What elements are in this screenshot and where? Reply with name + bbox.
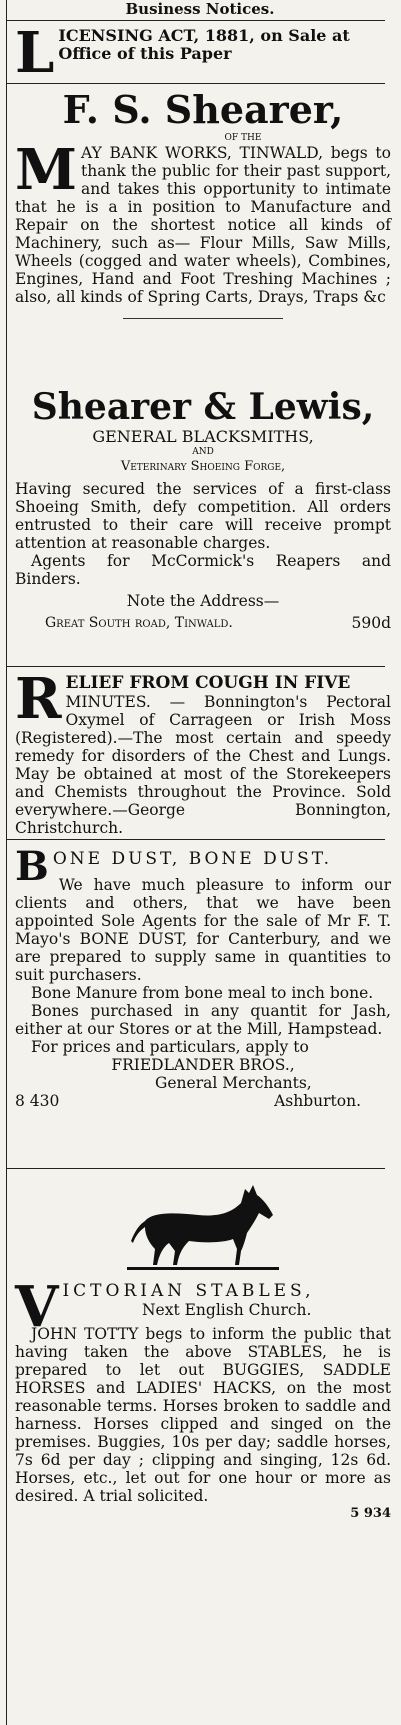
shearer-body: AY BANK WORKS, TINWALD, begs to thank the public for their past support, and takes this opportunity to intimate that he is a in position to Manufacture and Repair on the shortest notice all kinds of Machinery, such as— Flour Mills, Saw Mills, Wheels (cogged and water wheels), Combines, Engines, Hand and Foot Treshing Machines ; also, all kinds of Spring Carts, Drays, Traps &c [15, 144, 391, 306]
lewis-note: Note the Address— [126, 592, 280, 610]
lewis-code: 590d [351, 614, 391, 632]
relief-body: MINUTES. — Bonnington's Pectoral Oxymel of Carrageen or Irish Moss (Registered).—The most certain and speedy remedy for disorders of the Chest and Lungs. May be obtained at most of the Storekeepers and Chemists throughout the Province. Sold everywhere.—George Bonnington, Christchurch. [15, 693, 391, 837]
lewis-body: Having secured the services of a first-class Shoeing Smith, defy competition. All orders entrusted to their care will receive prompt attention at reasonable charges. [15, 480, 391, 552]
lewis-address: Great South road, Tinwald. [45, 615, 233, 631]
relief-notice [7, 667, 391, 839]
shearer-of-the: OF THE [224, 133, 262, 143]
dropcap-r: R [15, 666, 62, 732]
bone-code: 8 430 [15, 1092, 60, 1110]
lewis-line2: Veterinary Shoeing Forge, [120, 459, 286, 474]
bone-firm: FRIEDLANDER BROS., [111, 1056, 295, 1074]
section-title: Business Notices. [125, 0, 275, 18]
lewis-notice [7, 386, 391, 666]
shearer-notice [7, 84, 391, 386]
lewis-and: AND [192, 447, 214, 457]
relief-line1: ELIEF FROM COUGH IN FIVE [65, 673, 351, 693]
horse-icon [123, 1181, 283, 1277]
lewis-agents: Agents for McCormick's Reapers and Binders. [15, 552, 391, 588]
bone-dust-notice [7, 840, 391, 1168]
section-header [7, 0, 393, 20]
lewis-line1: GENERAL BLACKSMITHS, [92, 427, 314, 446]
bone-body2: Bone Manure from bone meal to inch bone. [31, 984, 374, 1002]
lewis-address-row [15, 614, 391, 632]
newspaper-column [6, 0, 393, 1725]
victorian-code: 5 934 [350, 1506, 391, 1521]
lewis-name: Shearer & Lewis, [31, 386, 375, 428]
bone-body4: For prices and particulars, apply to [31, 1038, 309, 1056]
licensing-line1: ICENSING ACT, 1881, on Sale at [58, 26, 350, 45]
dropcap-l: L [15, 20, 55, 86]
victorian-body: JOHN TOTTY begs to inform the public that having taken the above STABLES, he is prepared to let out BUGGIES, SADDLE HORSES and LADIES' HACKS, on the most reasonable terms. Horses broken to saddle and harness. Horses clipped and singed on the premises. Buggies, 10s per day; saddle horses, 7s 6d per day ; clipping and singing, 12s 6d. Horses, etc., let out for one hour or more as desired. A trial solicited. [15, 1325, 391, 1505]
bone-body3: Bones purchased in any quantit for Jash, either at our Stores or at the Mill, Hampstead. [15, 1002, 391, 1038]
victorian-sub: Next English Church. [141, 1301, 312, 1319]
bone-footer-row [15, 1092, 391, 1110]
short-divider [123, 318, 283, 319]
bone-role: General Merchants, [155, 1074, 312, 1092]
dropcap-v: V [15, 1274, 59, 1340]
bone-heading: ONE DUST, BONE DUST. [52, 849, 332, 869]
bone-body1: We have much pleasure to inform our clients and others, that we have been appointed Sole Agents for the sale of Mr F. T. Mayo's BONE DUST, for Canterbury, and we are prepared to supply same in quantities to suit purchasers. [15, 876, 391, 984]
dropcap-b: B [15, 843, 49, 890]
victorian-footer-row [15, 1505, 391, 1523]
horse-illustration [15, 1181, 391, 1281]
victorian-notice [7, 1169, 391, 1523]
licensing-notice [7, 20, 391, 86]
shearer-name: F. S. Shearer, [62, 87, 344, 132]
bone-town: Ashburton. [274, 1092, 361, 1110]
dropcap-m: M [15, 137, 77, 203]
victorian-heading: ICTORIAN STABLES, [62, 1281, 315, 1301]
licensing-line2: Office of this Paper [58, 44, 232, 63]
